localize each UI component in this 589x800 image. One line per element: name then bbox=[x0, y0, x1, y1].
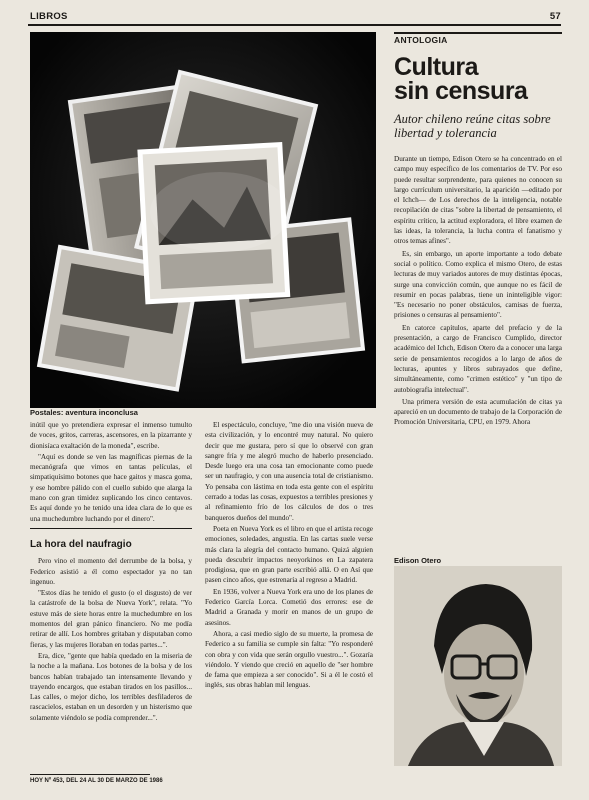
dek: Autor chileno reúne citas sobre libertad y tolerancia bbox=[394, 112, 551, 140]
paragraph: El espectáculo, concluye, "me dio una visión nueva de esta civilización, y lo encontré muy natural. No quiero decir que me gustara, pero sí que lo observé con gran sangre fría y me alegró mucho de haberlo presenciado. Desde luego era una cosa tan emocionante como puede ser un naufragio, y con una ausencia total de cristianismo. Yo pensaba con lástima en toda esta gente con el espíritu cerrado a todas las cosas, expuestos a terribles presiones y al refinamiento frío de los cálculos de dos o tres banqueros dueños del mundo". bbox=[205, 421, 373, 522]
paragraph: Una primera versión de esta acumulación de citas ya apareció en un documento de trabajo de la Corporación de Promoción Universitaria, CPU, en 1979. Ahora bbox=[394, 397, 562, 427]
paragraph: inútil que yo pretendiera expresar el inmenso tumulto de voces, gritos, carreras, ascensores, en la pizarrante y dionisíaca exaltación de la moneda", escribe. bbox=[30, 421, 192, 450]
column-left bbox=[30, 420, 192, 724]
running-head bbox=[28, 9, 561, 25]
subhead-rule bbox=[30, 528, 192, 529]
subhead: La hora del naufragio bbox=[30, 538, 132, 550]
paragraph: Durante un tiempo, Edison Otero se ha concentrado en el campo muy específico de los comentarios de TV. Por eso puede resultar sorprendente, para quienes no conocen su largo currículum universitario, la aparición —editado por el Ichch— de Los derechos de la inteligencia, notable recopilación de citas "sobre la libertad de pensamiento, el espíritu crítico, la actitud exploradora, el libre examen de las ideas, la tolerancia, la lucha contra el fanatismo y otros temas afines". bbox=[394, 155, 562, 246]
postcards-collage-image bbox=[30, 32, 376, 408]
column-middle bbox=[205, 420, 373, 692]
issue-footer: HOY Nº 453, DEL 24 AL 30 DE MARZO DE 1986 bbox=[30, 778, 163, 784]
paragraph: "Estos días he tenido el gusto (o el disgusto) de ver la catástrofe de la bolsa de Nueva York", relata. "Yo estuve más de siete horas entre la muchedumbre en los momentos del gran pánico financiero. No me podía retirar de allí. Los hombres gritaban y disputaban como fieras, y las mujeres lloraban en todas partes...". bbox=[30, 589, 192, 649]
footer-rule bbox=[30, 774, 150, 775]
postcards-photo bbox=[30, 32, 376, 408]
paragraph: "Aquí es donde se ven las magníficas piernas de la mecanógrafa que vimos en tantas películas, el simpatiquísimo botones que hace gaitos y masca goma, y ese hombre pálido con el cuello subido que alarga la mano con gran timidez suplicando los cinco centavos. Es aquí donde yo he tenido una idea clara de lo que es una muchedumbre luchando por el dinero". bbox=[30, 452, 192, 523]
page-number: 57 bbox=[549, 11, 561, 22]
top-rule bbox=[28, 24, 561, 26]
paragraph: Poeta en Nueva York es el libro en que el artista recoge emociones, soledades, angustia. En las cartas suele verse más clara la alegría del contacto humano. Quizá alguien pueda descubrir impactos neoyorkinos en La zapatera prodigiosa, que en gran parte escribió allá. O en Así que pasen cinco años, que estrenaría al regreso a Madrid. bbox=[205, 524, 373, 585]
portrait-image bbox=[394, 566, 562, 766]
paragraph: Ahora, a casi medio siglo de su muerte, la promesa de Federico a su familia se cumple sin falta: "Yo responderé con obra y con vida que serán orgullo vuestro...". Gozaría viéndolo. Y viendo que creció en aquello de "ser hombre de fama que empieza a ser conocido". Si a él le costó el inglés, sus obras hablan mil lenguas. bbox=[205, 629, 373, 690]
headline-line: Cultura bbox=[394, 53, 478, 81]
sidebar-body bbox=[394, 154, 562, 428]
author-portrait bbox=[394, 566, 562, 766]
kicker: ANTOLOGIA bbox=[394, 32, 562, 45]
portrait-caption: Edison Otero bbox=[394, 556, 442, 565]
paragraph: Era, dice, "gente que había quedado en la miseria de la noche a la mañana. Los botones de la bolsa y de los bancos habían trabajado tan intensamente llevando y trayendo encargos, que estaban tirados en los pasillos... Las calles, o mejor dicho, los terribles desfiladeros de rascacielos, estaban en un desorden y un histerismo que solamente viéndolo se podía comprender...". bbox=[30, 651, 192, 722]
photo-caption: Postales: aventura inconclusa bbox=[30, 408, 138, 417]
paragraph: Es, sin embargo, un aporte importante a todo debate social o político. Como explica el mismo Otero, de estas lecturas de muy variados autores de muy distintas épocas, surge una convicción común, que aunque no es fácil de resumir en pocas palabras, tiene un ininteligible vigor: "Es necesario no poner obstáculos, camisas de fuerza, prisiones o censuras al pensamiento". bbox=[394, 249, 562, 320]
paragraph: En 1936, volver a Nueva York era uno de los planes de Federico García Lorca. Cometió dos errores: ese de Madrid a Granada y morir en manos de un grupo de asesinos. bbox=[205, 587, 373, 627]
sidebar-article bbox=[394, 32, 562, 430]
headline-line: sin censura bbox=[394, 77, 528, 105]
paragraph: Pero vino el momento del derrumbe de la bolsa, y Federico asistió a él como espectador ya no tan ingenuo. bbox=[30, 557, 192, 586]
paragraph: En catorce capítulos, aparte del prefacio y de la presentación, a cargo de Francisco Cumplido, director académico del Ichch, Edison Otero da a conocer una larga serie de pensamientos recogidos a lo largo de años de lecturas, apuntes y libros subrayados que define, simultáneamente, como "crimen estético" y "un tipo de autobiografía intelectual". bbox=[394, 323, 562, 394]
section-name: LIBROS bbox=[30, 11, 68, 22]
headline bbox=[394, 55, 562, 103]
